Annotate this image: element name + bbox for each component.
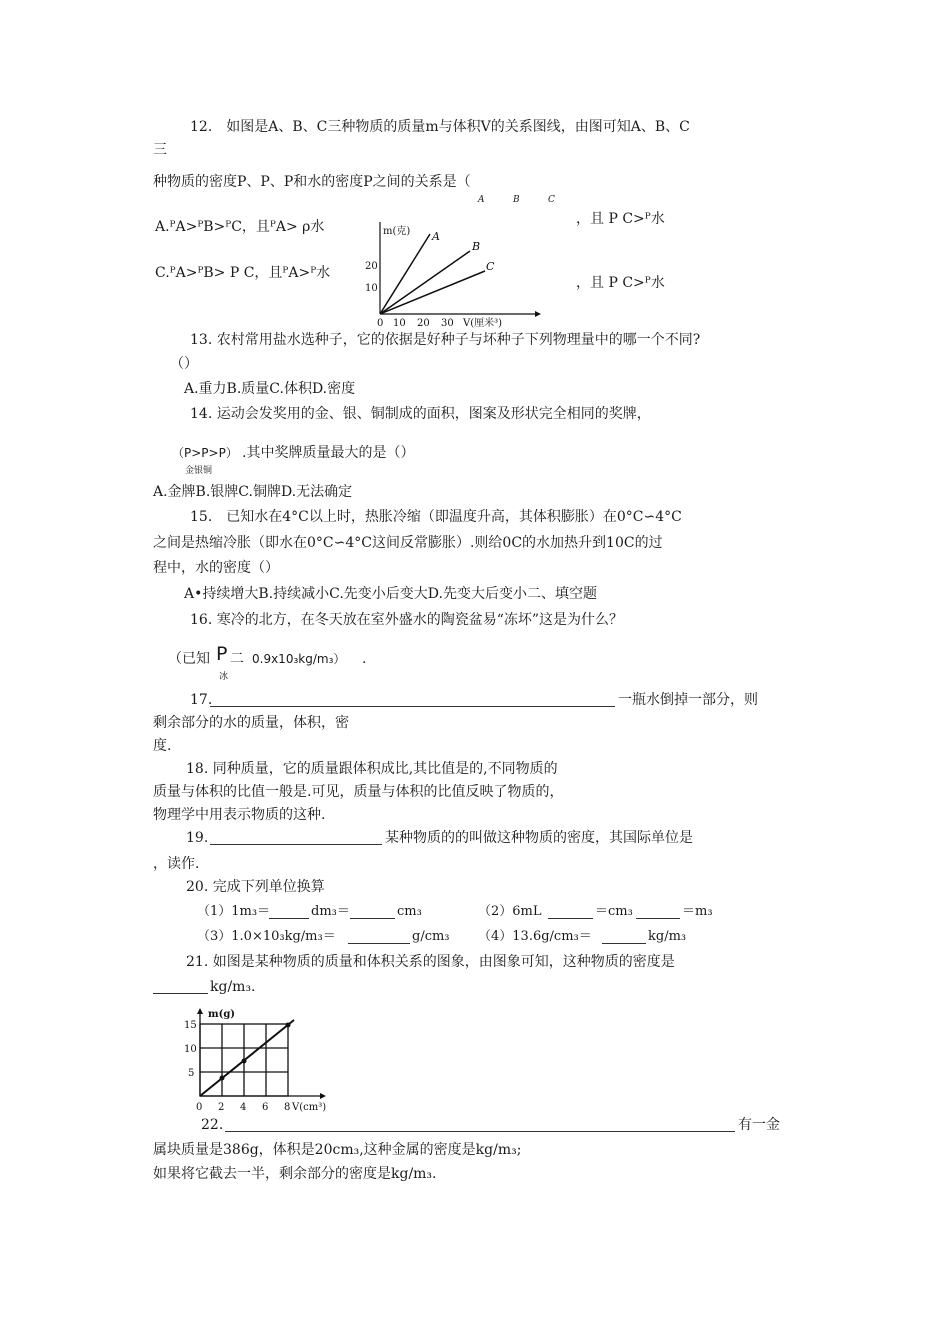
x-arrow	[535, 311, 541, 317]
q15-line1: 15. 已知水在4°C以上时，热胀冷缩（即温度升高，其体积膨胀）在0°C∽4°C	[190, 509, 682, 525]
q21-mass-volume-graph	[172, 1006, 342, 1114]
q16-end: .	[362, 651, 367, 667]
q20-r1-blank4[interactable]	[636, 904, 680, 919]
q21-point-1	[220, 1076, 225, 1081]
q21-ylabel: m(g)	[208, 1009, 236, 1020]
q21-origin: 0	[196, 1102, 203, 1113]
q16-rho: P	[216, 643, 228, 665]
ytick-10: 10	[365, 283, 378, 294]
q16-line1: 16. 寒冷的北方，在冬天放在室外盛水的陶瓷盆易“冻坏”这是为什么？	[190, 612, 624, 628]
q21-point-3	[286, 1023, 291, 1028]
q17-line1: 一瓶水倒掉一部分，则	[618, 692, 758, 708]
q21-xtick-4: 4	[240, 1102, 247, 1113]
q12-line1: 12. 如图是A、B、C三种物质的质量m与体积V的关系图线，由图可知A、B、C	[190, 119, 690, 135]
q15-line2: 之间是热缩冷胀（即水在0°C∽4°C这间反常膨胀）.则给0C的水加热升到10C的过	[153, 535, 663, 551]
q12-line1-wrap: 三	[153, 142, 167, 158]
q22-blank[interactable]	[225, 1117, 735, 1132]
q22-line1: 有一金	[738, 1117, 780, 1133]
q21-point-2	[242, 1059, 247, 1064]
q12-option-d: ，且 P C>ᴾ水	[576, 275, 665, 291]
q20-r1-blank2[interactable]	[350, 904, 395, 919]
q20-title: 20. 完成下列单位换算	[186, 879, 325, 895]
q20-r2-blank1[interactable]	[348, 929, 410, 944]
q22-line2: 属块质量是386g，体积是20cm₃,这种金属的密度是kg/m₃;	[153, 1142, 522, 1158]
q20-r1-f: ＝m₃	[682, 904, 713, 919]
q21-x-arrow	[320, 1093, 326, 1099]
q14-options: A.金牌B.银牌C.铜牌D.无法确定	[153, 484, 353, 500]
q21-blank[interactable]	[153, 979, 208, 994]
q18-line2: 质量与体积的比值一般是.可见，质量与体积的比值反映了物质的，	[153, 784, 564, 800]
q15-options: A•持续增大B.持续减小C.先变小后变大D.先变大后变小二、填空题	[184, 586, 597, 602]
q20-r1-e: ＝cm₃	[595, 904, 633, 919]
xtick-20: 20	[417, 318, 430, 328]
q12-sub-a: A	[478, 195, 485, 205]
q12-option-c: C.ᴾA>ᴾB> P C，且ᴾA>ᴾ水	[155, 265, 331, 281]
q21-xtick-2: 2	[218, 1102, 225, 1113]
q14-subscripts: 金银铜	[185, 466, 213, 476]
q21-ytick-15: 15	[184, 1020, 197, 1031]
line-a	[380, 234, 430, 314]
q20-r1-blank1[interactable]	[269, 904, 309, 919]
q22-number: 22.	[201, 1117, 224, 1133]
q20-r2-b: g/cm₃	[412, 929, 450, 944]
line-b-label: B	[472, 240, 481, 253]
q21-ytick-5: 5	[188, 1068, 195, 1079]
q17-number: 17.	[190, 692, 213, 708]
q19-blank[interactable]	[210, 830, 382, 845]
q12-sub-b: B	[513, 195, 520, 205]
q20-r2-c: （4）13.6g/cm₃＝	[478, 929, 592, 944]
q19-line1: 某种物质的的叫做这种物质的密度，其国际单位是	[385, 830, 693, 846]
q18-line1: 18. 同种质量，它的质量跟体积成比,其比值是的,不同物质的	[186, 761, 558, 777]
q20-r1-blank3[interactable]	[548, 904, 593, 919]
q17-line2: 剩余部分的水的质量，体积，密	[153, 715, 349, 731]
q16-value: 0.9x10₃kg/m₃）	[252, 652, 346, 666]
q20-r1-c: cm₃	[397, 904, 422, 919]
q15-line3: 程中，水的密度（）	[153, 560, 279, 576]
q21-xtick-8: 8	[284, 1102, 291, 1113]
q12-sub-c: C	[548, 195, 555, 205]
q12-ylabel: m(克)	[383, 226, 411, 237]
ytick-20: 20	[365, 261, 378, 272]
q20-r1-b: dm₃＝	[311, 904, 350, 919]
q12-option-b: ，且 P C>ᴾ水	[576, 211, 665, 227]
q12-line2: 种物质的密度P、P、P和水的密度P之间的关系是（	[153, 174, 471, 190]
q21-line2: kg/m₃.	[210, 979, 256, 995]
q18-line3: 物理学中用表示物质的这种.	[153, 807, 326, 823]
q14-line1: 14. 运动会发奖用的金、银、铜制成的面积，图案及形状完全相同的奖牌，	[190, 406, 651, 422]
q20-r1-a: （1）1m₃＝	[197, 904, 271, 919]
line-a-label: A	[432, 230, 440, 243]
q13-line2: （）	[170, 356, 198, 372]
q22-line3: 如果将它截去一半，剩余部分的密度是kg/m₃.	[153, 1166, 437, 1182]
q21-line1: 21. 如图是某种物质的质量和体积关系的图象，由图象可知，这种物质的密度是	[186, 954, 675, 970]
q21-data-line	[200, 1020, 294, 1096]
q14-line2: .其中奖牌质量最大的是（）	[242, 445, 415, 461]
q16-line2-open: （已知	[168, 651, 210, 667]
q20-r2-d: kg/m₃	[648, 929, 687, 944]
q21-y-arrow	[197, 1008, 203, 1014]
q12-option-a: A.ᴾA>ᴾB>ᴾC，且ᴾA> ρ水	[155, 219, 325, 235]
q12-xlabel: V(厘米³)	[463, 318, 503, 328]
q20-r2-a: （3）1.0×10₃kg/m₃＝	[197, 929, 336, 944]
q13-options: A.重力B.质量C.体积D.密度	[184, 381, 356, 397]
q17-blank[interactable]	[210, 692, 615, 707]
xtick-0: 0	[377, 318, 384, 328]
q16-subscript: 冰	[219, 672, 229, 682]
q12-mass-volume-graph	[365, 218, 550, 328]
q21-xlabel: V(cm³)	[292, 1102, 327, 1113]
q13-line1: 13. 农村常用盐水选种子，它的依据是好种子与坏种子下列物理量中的哪一个不同?	[190, 332, 701, 348]
q21-xtick-6: 6	[262, 1102, 269, 1113]
line-c-label: C	[486, 260, 495, 273]
q14-line2-density: （P>P>P）	[172, 446, 238, 460]
xtick-30: 30	[441, 318, 454, 328]
q19-line2: ，读作.	[153, 856, 200, 872]
q20-r2-blank2[interactable]	[602, 929, 646, 944]
q21-ytick-10: 10	[184, 1044, 197, 1055]
xtick-10: 10	[393, 318, 406, 328]
q19-number: 19.	[186, 830, 209, 846]
q17-line3: 度.	[153, 738, 172, 754]
q16-equals: 二	[230, 651, 244, 667]
q20-r1-d: （2）6mL	[478, 904, 542, 919]
